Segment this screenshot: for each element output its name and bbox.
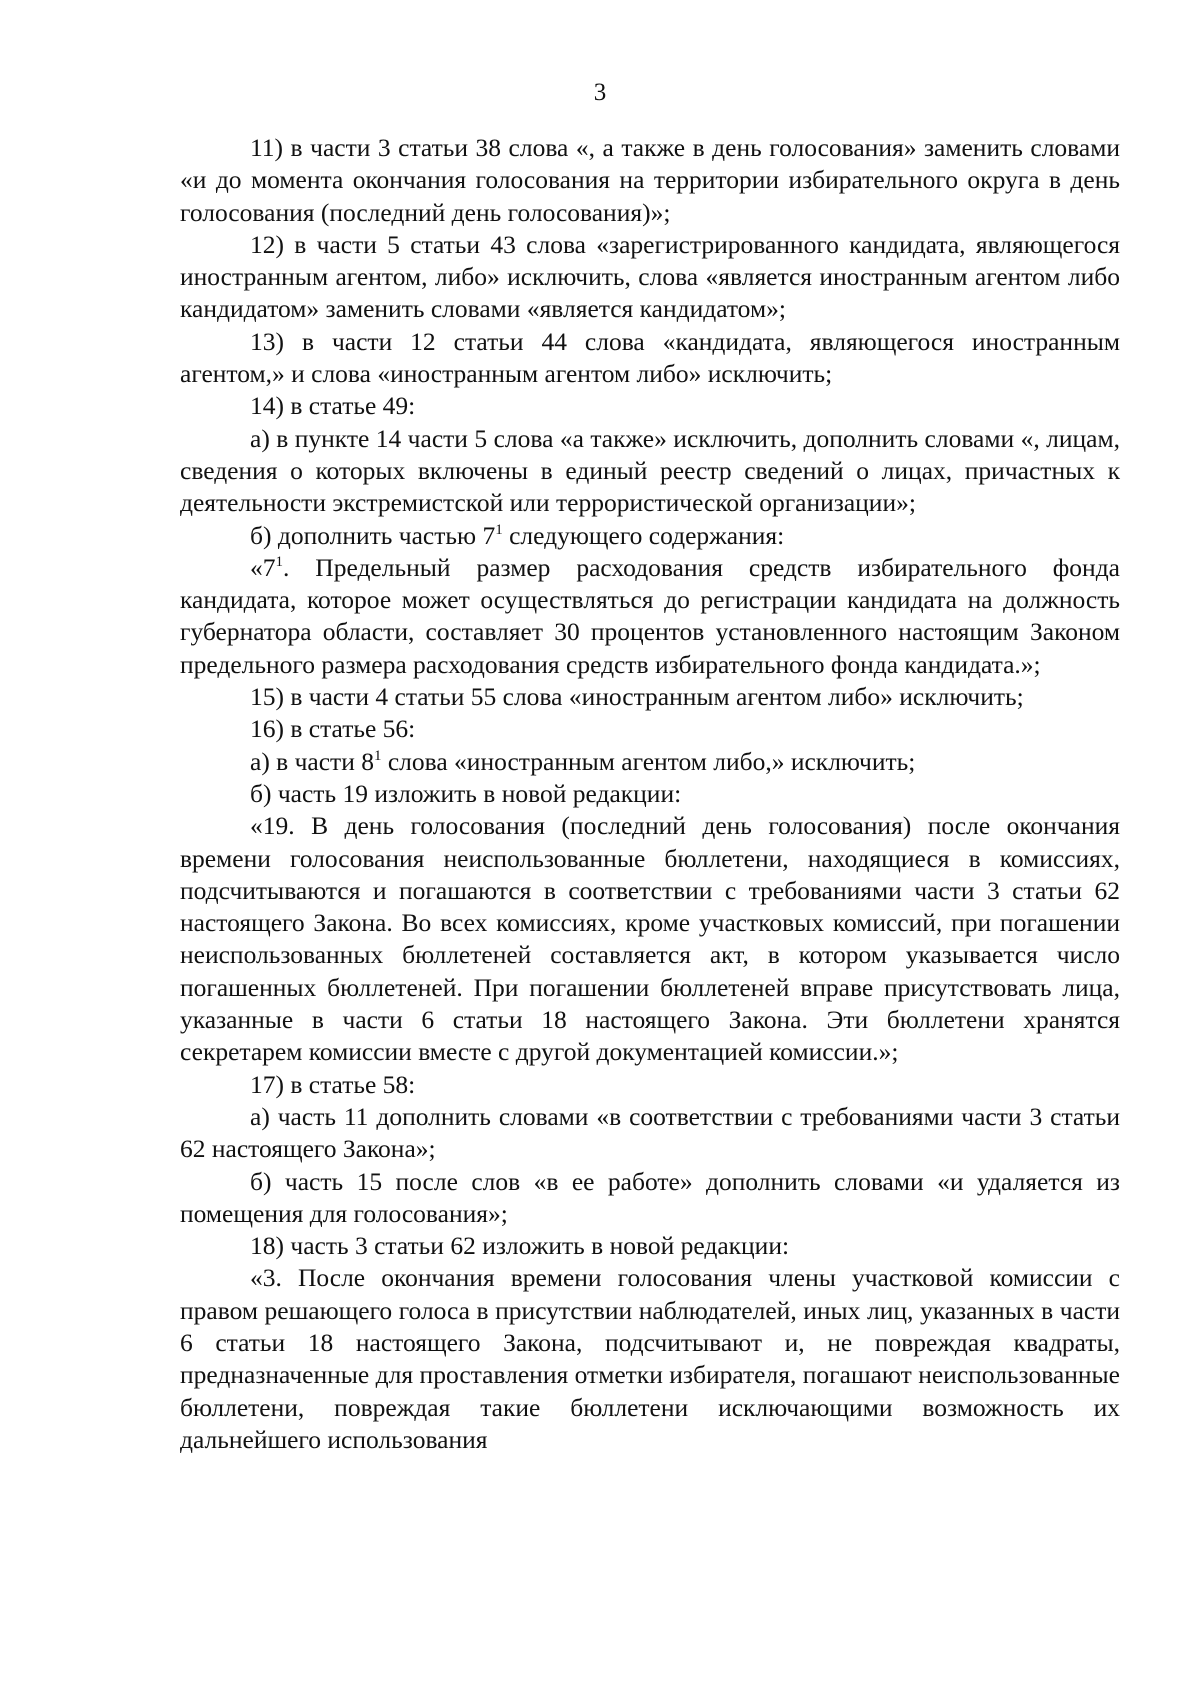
paragraph-17: 17) в статье 58: [250,1069,416,1099]
paragraph-14a: а) в пункте 14 части 5 слова «а также» исключить, дополнить словами «, лицам, сведения о которых включены в единый реестр сведений о лицах, причастных к деятельности экстремистской или террористической организации»; [180,423,1120,518]
superscript: 1 [373,747,382,764]
paragraph-14b-text: б) дополнить частью 7 [250,520,496,550]
paragraph-14b-text-end: следующего содержания: [502,520,785,550]
paragraph-19: «19. В день голосования (последний день голосования) после окончания времени голосования неиспользованные бюллетени, находящиеся в комиссиях, подсчитываются и погашаются в соответствии с требованиями части 3 статьи 62 настоящего Закона. Во всех комиссиях, кроме участковых комиссий, при погашении неиспользованных бюллетеней составляется акт, в котором указывается число погашенных бюллетеней. При погашении бюллетеней вправе присутствовать лица, указанные в части 6 статьи 18 настоящего Закона. Эти бюллетени хранятся секретарем комиссии вместе с другой документацией комиссии.»; [180,811,1120,1067]
paragraph-14b [180,520,1120,552]
paragraph-16a-text-end: слова «иностранным агентом либо,» исключить; [381,746,916,776]
paragraph-16b: б) часть 19 изложить в новой редакции: [250,778,682,808]
paragraph-16a [180,746,1120,778]
paragraph-3: «3. После окончания времени голосования члены участковой комиссии с правом решающего голоса в присутствии наблюдателей, иных лиц, указанных в части 6 статьи 18 настоящего Закона, подсчитывают и, не повреждая квадраты, предназначенные для проставления отметки избирателя, погашают неиспользованные бюллетени, повреждая такие бюллетени исключающими возможность их дальнейшего использования [180,1263,1120,1454]
paragraph-18: 18) часть 3 статьи 62 изложить в новой редакции: [250,1231,790,1261]
paragraph-13: 13) в части 12 статьи 44 слова «кандидата, являющегося иностранным агентом,» и слова «иностранным агентом либо» исключить; [180,326,1120,389]
page-number: 3 [593,79,607,106]
paragraph-15: 15) в части 4 статьи 55 слова «иностранным агентом либо» исключить; [250,682,1024,712]
paragraph-7-1 [180,552,1120,681]
paragraph-16: 16) в статье 56: [250,714,416,744]
paragraph-17a: а) часть 11 дополнить словами «в соответствии с требованиями части 3 статьи 62 настоящего Закона»; [180,1101,1120,1164]
superscript: 1 [275,553,283,570]
paragraph-7-1-text: . Предельный размер расходования средств избирательного фонда кандидата, которое может осуществляться до регистрации кандидата на должность губернатора области, составляет 30 процентов установленного настоящим Законом предельного размера расходования средств избирательного фонда кандидата.»; [180,552,1120,679]
paragraph-14: 14) в статье 49: [250,391,416,421]
paragraph-7-1-start: «7 [250,552,276,582]
paragraph-17b: б) часть 15 после слов «в ее работе» дополнить словами «и удаляется из помещения для голосования»; [180,1166,1120,1228]
paragraph-12: 12) в части 5 статьи 43 слова «зарегистрированного кандидата, являющегося иностранным агентом, либо» исключить, слова «является иностранным агентом либо кандидатом» заменить словами «является кандидатом»; [180,229,1120,324]
paragraph-16a-text: а) в части 8 [250,746,374,776]
document-body [180,132,1120,1456]
superscript: 1 [495,521,503,538]
paragraph-11: 11) в части 3 статьи 38 слова «, а также в день голосования» заменить словами «и до момента окончания голосования на территории избирательного округа в день голосования (последний день голосования)»; [180,133,1120,227]
